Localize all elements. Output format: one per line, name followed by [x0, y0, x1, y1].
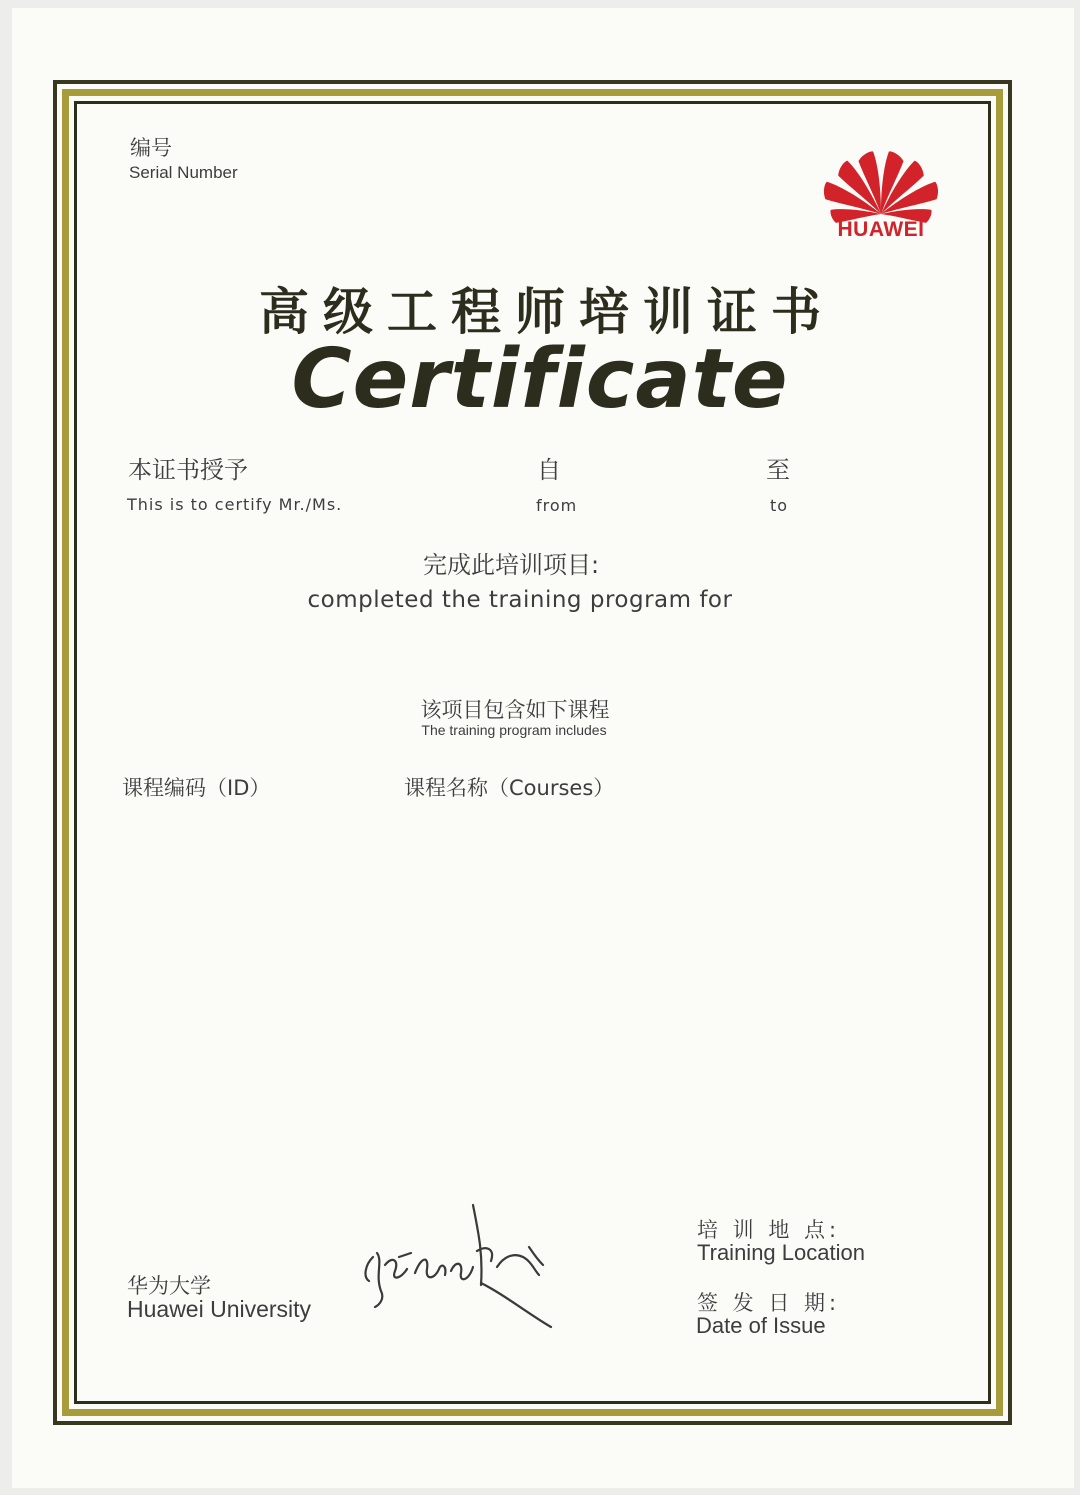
serial-number-label-en: Serial Number — [129, 163, 238, 182]
to-label-en: to — [770, 496, 789, 515]
issue-date-label-zh: 签 发 日 期: — [697, 1291, 841, 1315]
completed-label-en: completed the training program for — [307, 587, 733, 613]
huawei-wordmark: HUAWEI — [837, 218, 925, 241]
to-label-zh: 至 — [766, 456, 790, 484]
title-chinese: 高级工程师培训证书 — [259, 283, 835, 341]
location-label-en: Training Location — [697, 1240, 865, 1265]
includes-label-en: The training program includes — [421, 722, 607, 738]
grant-label-en: This is to certify Mr./Ms. — [127, 495, 343, 514]
location-label-zh: 培 训 地 点: — [697, 1218, 841, 1242]
grant-label-zh: 本证书授予 — [128, 456, 248, 484]
signature-icon — [355, 1195, 570, 1335]
issuer-en: Huawei University — [127, 1296, 312, 1322]
course-name-header: 课程名称（Courses） — [404, 776, 615, 800]
from-label-en: from — [536, 496, 578, 515]
includes-label-zh: 该项目包含如下课程 — [420, 698, 610, 722]
completed-label-zh: 完成此培训项目: — [422, 551, 600, 579]
title-english: Certificate — [291, 332, 789, 427]
issuer-zh: 华为大学 — [127, 1274, 211, 1298]
from-label-zh: 自 — [537, 456, 561, 484]
issue-date-label-en: Date of Issue — [696, 1313, 826, 1338]
serial-number-label-zh: 编号 — [130, 136, 172, 160]
course-id-header: 课程编码（ID） — [122, 776, 271, 800]
